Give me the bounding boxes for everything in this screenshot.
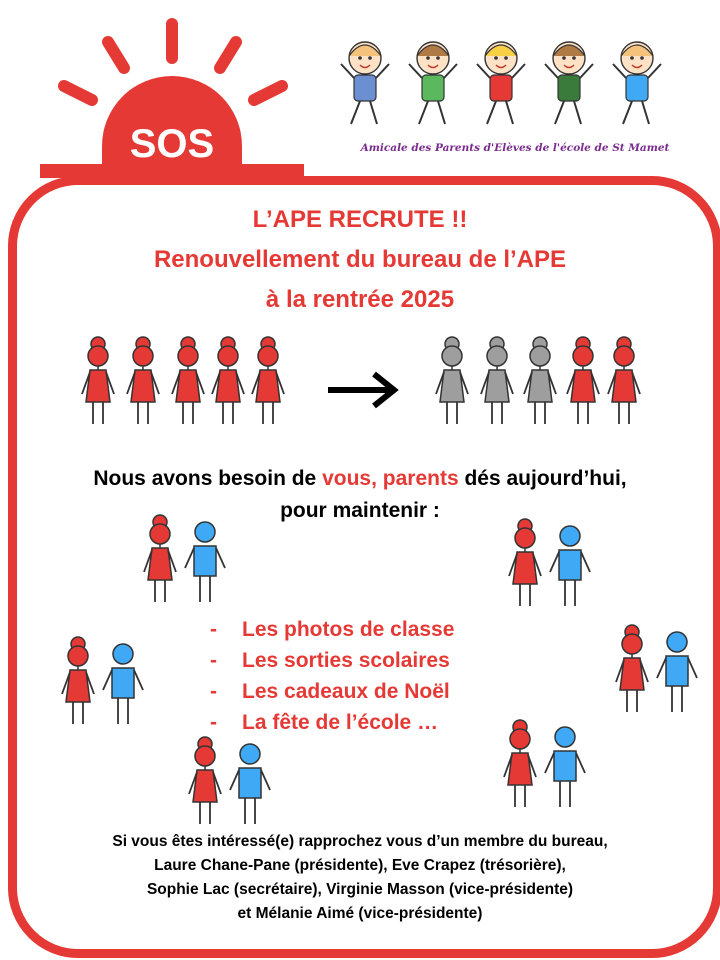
- couple-icon: [144, 515, 225, 602]
- contact-line2: Laure Chane-Pane (présidente), Eve Crapez (trésorière),: [154, 857, 566, 874]
- activity-label: La fête de l’école …: [242, 711, 439, 734]
- need-highlight-parents: parents: [382, 467, 459, 490]
- activity-item: [210, 676, 454, 707]
- list-dash: -: [210, 680, 217, 703]
- man-figure-icon: [185, 522, 225, 602]
- need-sep: ,: [371, 467, 383, 490]
- need-highlight-vous: vous: [322, 467, 372, 490]
- activity-label: Les sorties scolaires: [242, 649, 450, 672]
- activity-item: [210, 614, 454, 645]
- sos-text: SOS: [129, 122, 215, 166]
- need-line2: pour maintenir :: [280, 499, 440, 522]
- man-figure-icon: [230, 744, 270, 824]
- page-title-line2: Renouvellement du bureau de l’APE: [153, 246, 567, 273]
- activity-label: Les cadeaux de Noël: [242, 680, 450, 703]
- couple-icon: [504, 720, 585, 807]
- need-prefix: Nous avons besoin de: [93, 467, 323, 490]
- need-suffix: dés aujourd’hui,: [458, 467, 627, 490]
- contact-line1: Si vous êtes intéressé(e) rapprochez vous d’un membre du bureau,: [112, 833, 608, 850]
- logo-caption: Amicale des Parents d'Elèves de l'école de St Mamet: [360, 142, 670, 154]
- contact-line4: et Mélanie Aimé (vice-présidente): [237, 905, 483, 922]
- activity-item: [210, 645, 454, 676]
- couple-icon: [62, 637, 143, 724]
- contact-line3: Sophie Lac (secrétaire), Virginie Masson (vice-présidente): [146, 881, 574, 898]
- couple-icon: [616, 625, 697, 712]
- woman-figure-icon: [504, 720, 536, 807]
- man-figure-icon: [550, 526, 590, 606]
- couple-icon: [189, 737, 270, 824]
- activities-list: [210, 614, 454, 738]
- woman-figure-icon: [509, 519, 541, 606]
- man-figure-icon: [545, 727, 585, 807]
- activity-label: Les photos de classe: [242, 618, 455, 641]
- man-figure-icon: [657, 632, 697, 712]
- woman-figure-icon: [189, 737, 221, 824]
- woman-figure-icon: [144, 515, 176, 602]
- page-title-line1: L’APE RECRUTE !!: [252, 206, 468, 233]
- woman-figure-icon: [62, 637, 94, 724]
- woman-figure-icon: [616, 625, 648, 712]
- list-dash: -: [210, 649, 217, 672]
- man-figure-icon: [103, 644, 143, 724]
- page-title-line3: à la rentrée 2025: [265, 286, 455, 313]
- list-dash: -: [210, 711, 217, 734]
- list-dash: -: [210, 618, 217, 641]
- couple-icon: [509, 519, 590, 606]
- activity-item: [210, 707, 454, 738]
